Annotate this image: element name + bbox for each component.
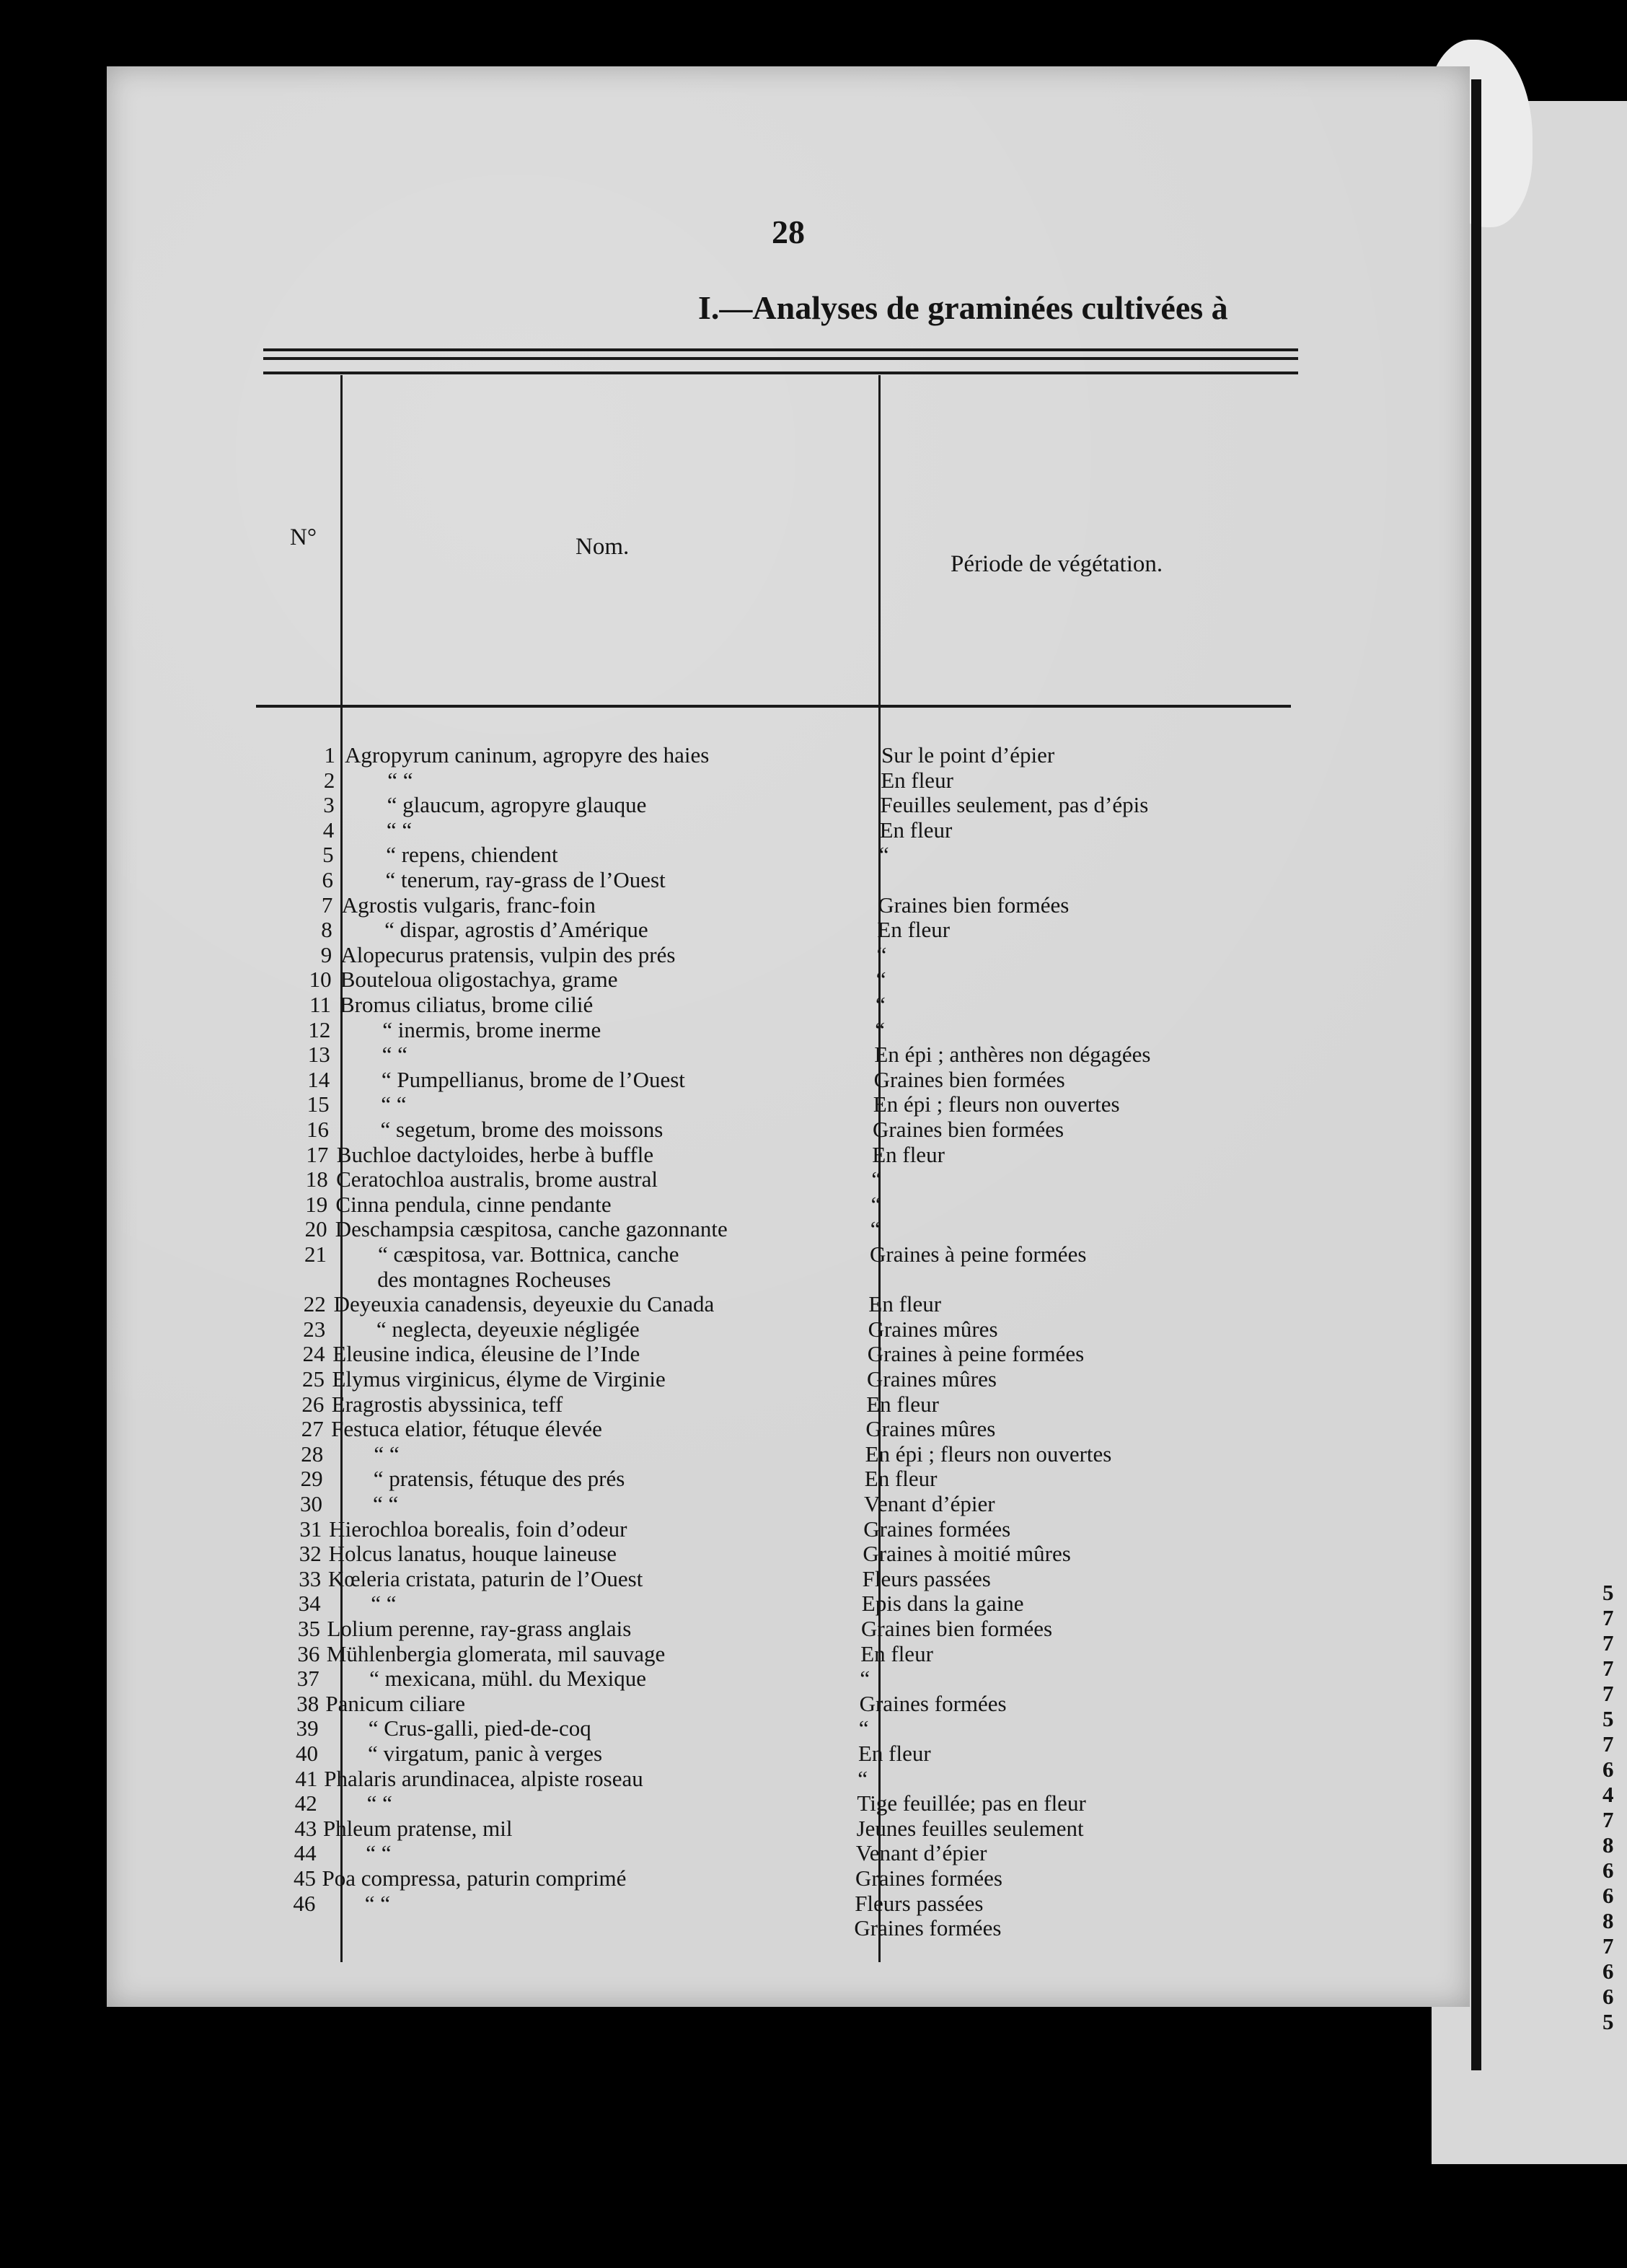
grass-name: “ “ xyxy=(374,1441,400,1467)
vegetation-period: Graines bien formées xyxy=(878,892,1070,918)
vegetation-period: En fleur xyxy=(858,1741,931,1766)
grass-name: Lolium perenne, ray-grass anglais xyxy=(327,1616,632,1641)
vegetation-period: “ xyxy=(876,967,886,992)
vegetation-period: Jeunes feuilles seulement xyxy=(856,1816,1084,1841)
row-number: 29 xyxy=(300,1466,323,1491)
grass-name: “ virgatum, panic à verges xyxy=(368,1741,603,1766)
grass-name: Eragrostis abyssinica, teff xyxy=(331,1392,563,1417)
grass-name: Mühlenbergia glomerata, mil sauvage xyxy=(326,1641,666,1666)
row-number: 1 xyxy=(324,742,335,768)
grass-name: “ Crus-galli, pied-de-coq xyxy=(368,1715,591,1741)
grass-name: “ “ xyxy=(364,1891,391,1916)
row-number: 17 xyxy=(306,1142,329,1167)
vegetation-period: Fleurs passées xyxy=(862,1566,991,1591)
adjacent-page-fragment: 6 xyxy=(1602,1959,1614,1984)
row-number: 24 xyxy=(302,1341,325,1366)
vegetation-period: “ xyxy=(871,1166,882,1192)
grass-name: Phleum pratense, mil xyxy=(322,1816,513,1841)
row-number: 19 xyxy=(305,1192,328,1217)
row-number: 42 xyxy=(294,1790,317,1816)
grass-name: “ segetum, brome des moissons xyxy=(380,1117,663,1142)
row-number: 46 xyxy=(293,1891,316,1916)
row-number: 20 xyxy=(304,1216,327,1241)
vegetation-period: Graines à peine formées xyxy=(867,1341,1085,1366)
vegetation-period: “ xyxy=(876,992,886,1017)
row-number: 43 xyxy=(294,1816,317,1841)
grass-name: Eleusine indica, éleusine de l’Inde xyxy=(332,1341,640,1366)
row-number: 32 xyxy=(299,1541,322,1566)
adjacent-page-fragment: 6 xyxy=(1602,1858,1614,1883)
grass-name: “ tenerum, ray-grass de l’Ouest xyxy=(385,867,666,892)
vegetation-period: En fleur xyxy=(866,1392,939,1417)
grass-name: des montagnes Rocheuses xyxy=(377,1267,612,1292)
row-number: 18 xyxy=(305,1166,328,1192)
adjacent-page-fragment: 6 xyxy=(1602,1757,1614,1782)
vegetation-period: Graines à moitié mûres xyxy=(863,1541,1071,1566)
grass-name: “ glaucum, agropyre glauque xyxy=(387,792,647,817)
grass-name: “ dispar, agrostis d’Amérique xyxy=(384,917,648,942)
vegetation-period: En fleur xyxy=(864,1466,938,1491)
row-number: 25 xyxy=(302,1366,325,1392)
vegetation-period: “ xyxy=(870,1216,881,1241)
row-number: 6 xyxy=(322,867,333,892)
vegetation-period: En fleur xyxy=(877,917,951,942)
row-number: 10 xyxy=(309,967,332,992)
row-number: 22 xyxy=(303,1291,326,1317)
vegetation-period: Venant d’épier xyxy=(864,1491,995,1516)
grass-name: “ “ xyxy=(386,817,413,843)
grass-name: Ceratochloa australis, brome austral xyxy=(336,1166,658,1192)
adjacent-page-fragment: 5 xyxy=(1602,2009,1614,2034)
vegetation-period: “ xyxy=(878,842,889,867)
adjacent-page-fragment: 7 xyxy=(1602,1656,1614,1681)
vegetation-period: En fleur xyxy=(879,817,953,843)
grass-name: Phalaris arundinacea, alpiste roseau xyxy=(324,1766,643,1791)
vegetation-period: En fleur xyxy=(860,1641,933,1666)
top-double-rule-3 xyxy=(263,372,1298,374)
row-number: 23 xyxy=(303,1317,326,1342)
vegetation-period: “ xyxy=(860,1666,870,1691)
vegetation-period: Graines bien formées xyxy=(861,1616,1053,1641)
row-number: 44 xyxy=(294,1840,317,1865)
vegetation-period: “ xyxy=(876,942,887,967)
row-number: 15 xyxy=(307,1091,330,1117)
row-number: 2 xyxy=(323,768,335,793)
vegetation-period: Fleurs passées xyxy=(855,1891,984,1916)
vegetation-period: En épi ; fleurs non ouvertes xyxy=(873,1091,1120,1117)
vegetation-period: Graines formées xyxy=(863,1516,1011,1542)
vegetation-period: Graines formées xyxy=(855,1865,1002,1891)
row-number: 27 xyxy=(301,1416,324,1441)
row-number: 40 xyxy=(296,1741,318,1766)
grass-name: “ “ xyxy=(382,1042,407,1067)
grass-name: Festuca elatior, fétuque élevée xyxy=(331,1416,602,1441)
grass-name: Poa compressa, paturin comprimé xyxy=(322,1865,627,1891)
grass-name: Deschampsia cæspitosa, canche gazonnante xyxy=(335,1216,728,1241)
row-number: 31 xyxy=(299,1516,322,1542)
top-double-rule-2 xyxy=(263,357,1298,360)
vegetation-period: “ xyxy=(858,1715,869,1741)
vegetation-period: En épi ; fleurs non ouvertes xyxy=(865,1441,1112,1467)
grass-name: Deyeuxia canadensis, deyeuxie du Canada xyxy=(333,1291,715,1317)
row-number: 30 xyxy=(300,1491,322,1516)
row-number: 7 xyxy=(321,892,333,918)
vegetation-period: Graines mûres xyxy=(867,1366,997,1392)
adjacent-page-fragment: 5 xyxy=(1602,1706,1614,1731)
row-number: 12 xyxy=(308,1017,331,1042)
row-number: 8 xyxy=(321,917,332,942)
vegetation-period: Graines mûres xyxy=(868,1317,998,1342)
row-number: 34 xyxy=(298,1591,321,1616)
grass-name: “ “ xyxy=(371,1591,397,1616)
adjacent-page-fragment: 7 xyxy=(1602,1933,1614,1959)
grass-name: Alopecurus pratensis, vulpin des prés xyxy=(340,942,676,967)
row-number: 28 xyxy=(301,1441,324,1467)
grass-name: “ “ xyxy=(373,1491,399,1516)
adjacent-page-fragment: 6 xyxy=(1602,1883,1614,1908)
row-number: 36 xyxy=(297,1641,320,1666)
row-number: 38 xyxy=(296,1691,319,1716)
grass-name: “ “ xyxy=(387,768,413,793)
grass-name: “ “ xyxy=(381,1091,407,1117)
grass-name: Holcus lanatus, houque laineuse xyxy=(328,1541,617,1566)
page-gutter xyxy=(1471,79,1481,2070)
adjacent-page-fragment: 7 xyxy=(1602,1731,1614,1757)
row-number: 33 xyxy=(299,1566,322,1591)
vegetation-period: Graines à peine formées xyxy=(870,1241,1087,1267)
row-number: 3 xyxy=(323,792,335,817)
vegetation-period: Graines bien formées xyxy=(873,1117,1064,1142)
row-number: 45 xyxy=(294,1865,316,1891)
vegetation-period: Graines bien formées xyxy=(873,1067,1065,1092)
vegetation-period: En fleur xyxy=(872,1142,945,1167)
grass-name: “ “ xyxy=(366,1790,392,1816)
grass-name: Cinna pendula, cinne pendante xyxy=(335,1192,612,1217)
column-header-name: Nom. xyxy=(576,534,630,560)
row-number: 39 xyxy=(296,1715,319,1741)
row-number: 14 xyxy=(307,1067,330,1092)
adjacent-page-fragment: 7 xyxy=(1602,1807,1614,1832)
column-header-no: N° xyxy=(290,524,317,550)
vegetation-period: “ xyxy=(870,1192,881,1217)
vegetation-period: Graines formées xyxy=(854,1915,1002,1940)
adjacent-page-fragment: 6 xyxy=(1602,1984,1614,2009)
grass-name: “ neglecta, deyeuxie négligée xyxy=(376,1317,640,1342)
grass-name: Agrostis vulgaris, franc-foin xyxy=(341,892,596,918)
row-number: 5 xyxy=(322,842,334,867)
vegetation-period: “ xyxy=(857,1766,868,1791)
vegetation-period: Sur le point d’épier xyxy=(881,742,1055,768)
grass-name: Panicum ciliare xyxy=(325,1691,466,1716)
row-number: 37 xyxy=(296,1666,319,1691)
row-number: 9 xyxy=(320,942,332,967)
grass-name: “ Pumpellianus, brome de l’Ouest xyxy=(381,1067,685,1092)
row-number: 21 xyxy=(304,1241,327,1267)
grass-name: Bouteloua oligostachya, grame xyxy=(340,967,618,992)
adjacent-page-fragment: 8 xyxy=(1602,1908,1614,1933)
vegetation-period: Epis dans la gaine xyxy=(861,1591,1024,1616)
grass-name: “ repens, chiendent xyxy=(386,842,558,867)
vegetation-period: En fleur xyxy=(868,1291,942,1317)
grass-name: Elymus virginicus, élyme de Virginie xyxy=(332,1366,666,1392)
top-double-rule xyxy=(263,348,1298,351)
row-number: 4 xyxy=(322,817,335,843)
grass-name: Hierochloa borealis, foin d’odeur xyxy=(329,1516,627,1542)
row-number: 26 xyxy=(301,1392,325,1417)
vegetation-period: Graines formées xyxy=(859,1691,1007,1716)
grass-name: “ pratensis, fétuque des prés xyxy=(373,1466,625,1491)
grass-name: “ mexicana, mühl. du Mexique xyxy=(369,1666,647,1691)
grass-name: Bromus ciliatus, brome cilié xyxy=(340,992,594,1017)
column-header-period: Période de végétation. xyxy=(951,551,1163,577)
vegetation-period: En fleur xyxy=(881,768,953,793)
vegetation-period: Feuilles seulement, pas d’épis xyxy=(880,792,1149,817)
adjacent-page-fragment: 7 xyxy=(1602,1681,1614,1706)
grass-name: “ “ xyxy=(366,1840,392,1865)
vegetation-period: Venant d’épier xyxy=(855,1840,987,1865)
grass-name: “ inermis, brome inerme xyxy=(382,1017,601,1042)
adjacent-page-fragment: 7 xyxy=(1602,1630,1614,1656)
row-number: 41 xyxy=(295,1766,318,1791)
header-bottom-rule xyxy=(256,705,1291,708)
table-title: I.—Analyses de graminées cultivées à xyxy=(698,289,1228,326)
grass-name: Agropyrum caninum, agropyre des haies xyxy=(345,742,710,768)
grass-name: Buchloe dactyloides, herbe à buffle xyxy=(336,1142,654,1167)
vegetation-period: En épi ; anthères non dégagées xyxy=(874,1042,1151,1067)
row-number: 11 xyxy=(309,992,331,1017)
vegetation-period: “ xyxy=(875,1017,885,1042)
adjacent-page-fragment: 7 xyxy=(1602,1605,1614,1630)
row-number: 35 xyxy=(298,1616,320,1641)
vegetation-period: Tige feuillée; pas en fleur xyxy=(857,1790,1086,1816)
page-number: 28 xyxy=(772,214,805,250)
vegetation-period: Graines mûres xyxy=(865,1416,996,1441)
row-number: 16 xyxy=(307,1117,329,1142)
adjacent-page-fragment: 5 xyxy=(1602,1580,1614,1605)
row-number: 13 xyxy=(307,1042,330,1067)
grass-name: Kœleria cristata, paturin de l’Ouest xyxy=(327,1566,643,1591)
adjacent-page-fragment: 4 xyxy=(1602,1782,1614,1807)
adjacent-page-fragment: 8 xyxy=(1602,1832,1614,1858)
grass-name: “ cæspitosa, var. Bottnica, canche xyxy=(378,1241,679,1267)
